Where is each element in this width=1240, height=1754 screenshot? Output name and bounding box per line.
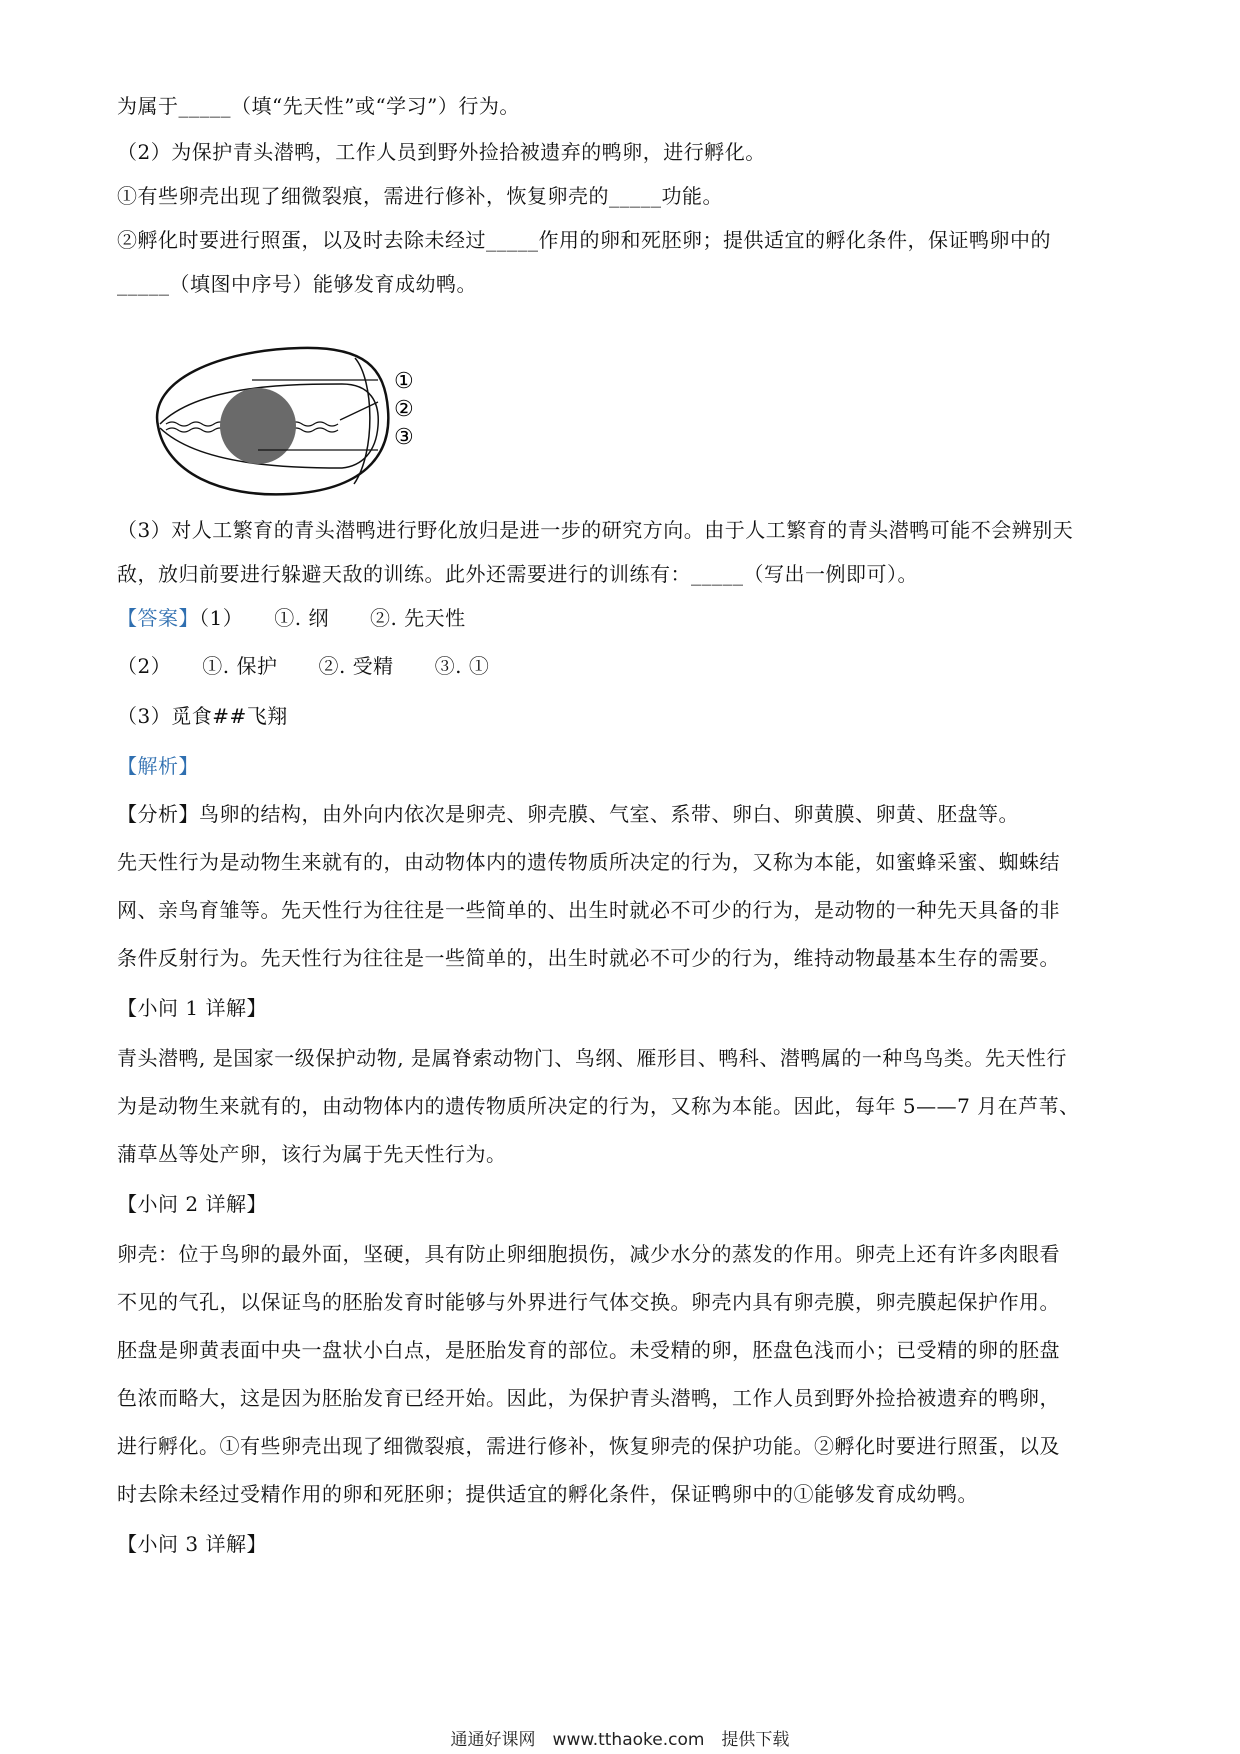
answer-line-2: （2） ①. 保护 ②. 受精 ③. ①: [117, 654, 490, 678]
question-line: 为属于_____（填“先天性”或“学习”）行为。: [117, 94, 520, 118]
analysis-q2-title: 【小问 2 详解】: [117, 1192, 267, 1216]
answer-line-1-text: （1） ①. 纲 ②. 先天性: [199, 606, 466, 630]
leader-line-2: [340, 402, 378, 420]
air-chamber-line: [354, 358, 370, 484]
analysis-q2-line-6: 时去除未经过受精作用的卵和死胚卵；提供适宜的孵化条件，保证鸭卵中的①能够发育成幼鸭。: [117, 1482, 978, 1506]
analysis-q2-line-2: 不见的气孔，以保证鸟的胚胎发育时能够与外界进行气体交换。卵壳内具有卵壳膜，卵壳膜起保护作用。: [117, 1290, 1060, 1314]
analysis-fenxi-2: 先天性行为是动物生来就有的，由动物体内的遗传物质所决定的行为，又称为本能，如蜜蜂采蜜、蜘蛛结: [117, 850, 1060, 874]
analysis-q1-line-3: 蒲草丛等处产卵，该行为属于先天性行为。: [117, 1142, 507, 1166]
answer-line-3: （3）觅食##飞翔: [117, 704, 288, 728]
diagram-label-1: ①: [394, 369, 414, 394]
analysis-fenxi-3: 网、亲鸟育雏等。先天性行为往往是一些简单的、出生时就必不可少的行为，是动物的一种先天具备的非: [117, 898, 1060, 922]
chalaza-right: [290, 422, 338, 426]
egg-structure-diagram: [130, 340, 430, 500]
analysis-tag: 【解析】: [117, 754, 199, 778]
analysis-q1-title: 【小问 1 详解】: [117, 996, 267, 1020]
question-part-2-intro: （2）为保护青头潜鸭，工作人员到野外捡拾被遗弃的鸭卵，进行孵化。: [117, 140, 766, 164]
analysis-q1-line-2: 为是动物生来就有的，由动物体内的遗传物质所决定的行为，又称为本能。因此，每年 5——7 月在芦苇、: [117, 1094, 1080, 1118]
analysis-q2-line-4: 色浓而略大，这是因为胚胎发育已经开始。因此，为保护青头潜鸭，工作人员到野外捡拾被遗弃的鸭卵，: [117, 1386, 1060, 1410]
diagram-label-3: ③: [394, 425, 414, 450]
question-part-2-b-line2: _____（填图中序号）能够发育成幼鸭。: [117, 272, 477, 296]
diagram-label-2: ②: [394, 397, 414, 422]
chalaza-right-2: [290, 428, 338, 432]
analysis-q3-title: 【小问 3 详解】: [117, 1532, 267, 1556]
analysis-fenxi-4: 条件反射行为。先天性行为往往是一些简单的，出生时就必不可少的行为，维持动物最基本生存的需要。: [117, 946, 1060, 970]
answer-tag: 【答案】: [117, 606, 199, 630]
analysis-q2-line-5: 进行孵化。①有些卵壳出现了细微裂痕，需进行修补，恢复卵壳的保护功能。②孵化时要进行照蛋，以及: [117, 1434, 1060, 1458]
page-footer: 通通好课网 www.tthaoke.com 提供下载: [450, 1730, 790, 1750]
answer-line-1: [117, 604, 1127, 632]
analysis-q2-line-3: 胚盘是卵黄表面中央一盘状小白点，是胚胎发育的部位。未受精的卵，胚盘色浅而小；已受精的卵的胚盘: [117, 1338, 1060, 1362]
analysis-q1-line-1: 青头潜鸭, 是国家一级保护动物, 是属脊索动物门、鸟纲、雁形目、鸭科、潜鸭属的一种鸟鸟类。先天性行: [117, 1046, 1067, 1070]
analysis-q2-line-1: 卵壳：位于鸟卵的最外面，坚硬，具有防止卵细胞损伤，减少水分的蒸发的作用。卵壳上还有许多肉眼看: [117, 1242, 1060, 1266]
analysis-fenxi-1: 【分析】鸟卵的结构，由外向内依次是卵壳、卵壳膜、气室、系带、卵白、卵黄膜、卵黄、胚盘等。: [117, 802, 1019, 826]
question-part-2-a: ①有些卵壳出现了细微裂痕，需进行修补，恢复卵壳的_____功能。: [117, 184, 723, 208]
question-part-3-line1: （3）对人工繁育的青头潜鸭进行野化放归是进一步的研究方向。由于人工繁育的青头潜鸭可能不会辨别天: [117, 518, 1074, 542]
question-part-2-b-line1: ②孵化时要进行照蛋，以及时去除未经过_____作用的卵和死胚卵；提供适宜的孵化条件，保证鸭卵中的: [117, 228, 1051, 252]
question-part-3-line2: 敌，放归前要进行躲避天敌的训练。此外还需要进行的训练有：_____（写出一例即可）。: [117, 562, 918, 586]
yolk: [220, 388, 296, 464]
